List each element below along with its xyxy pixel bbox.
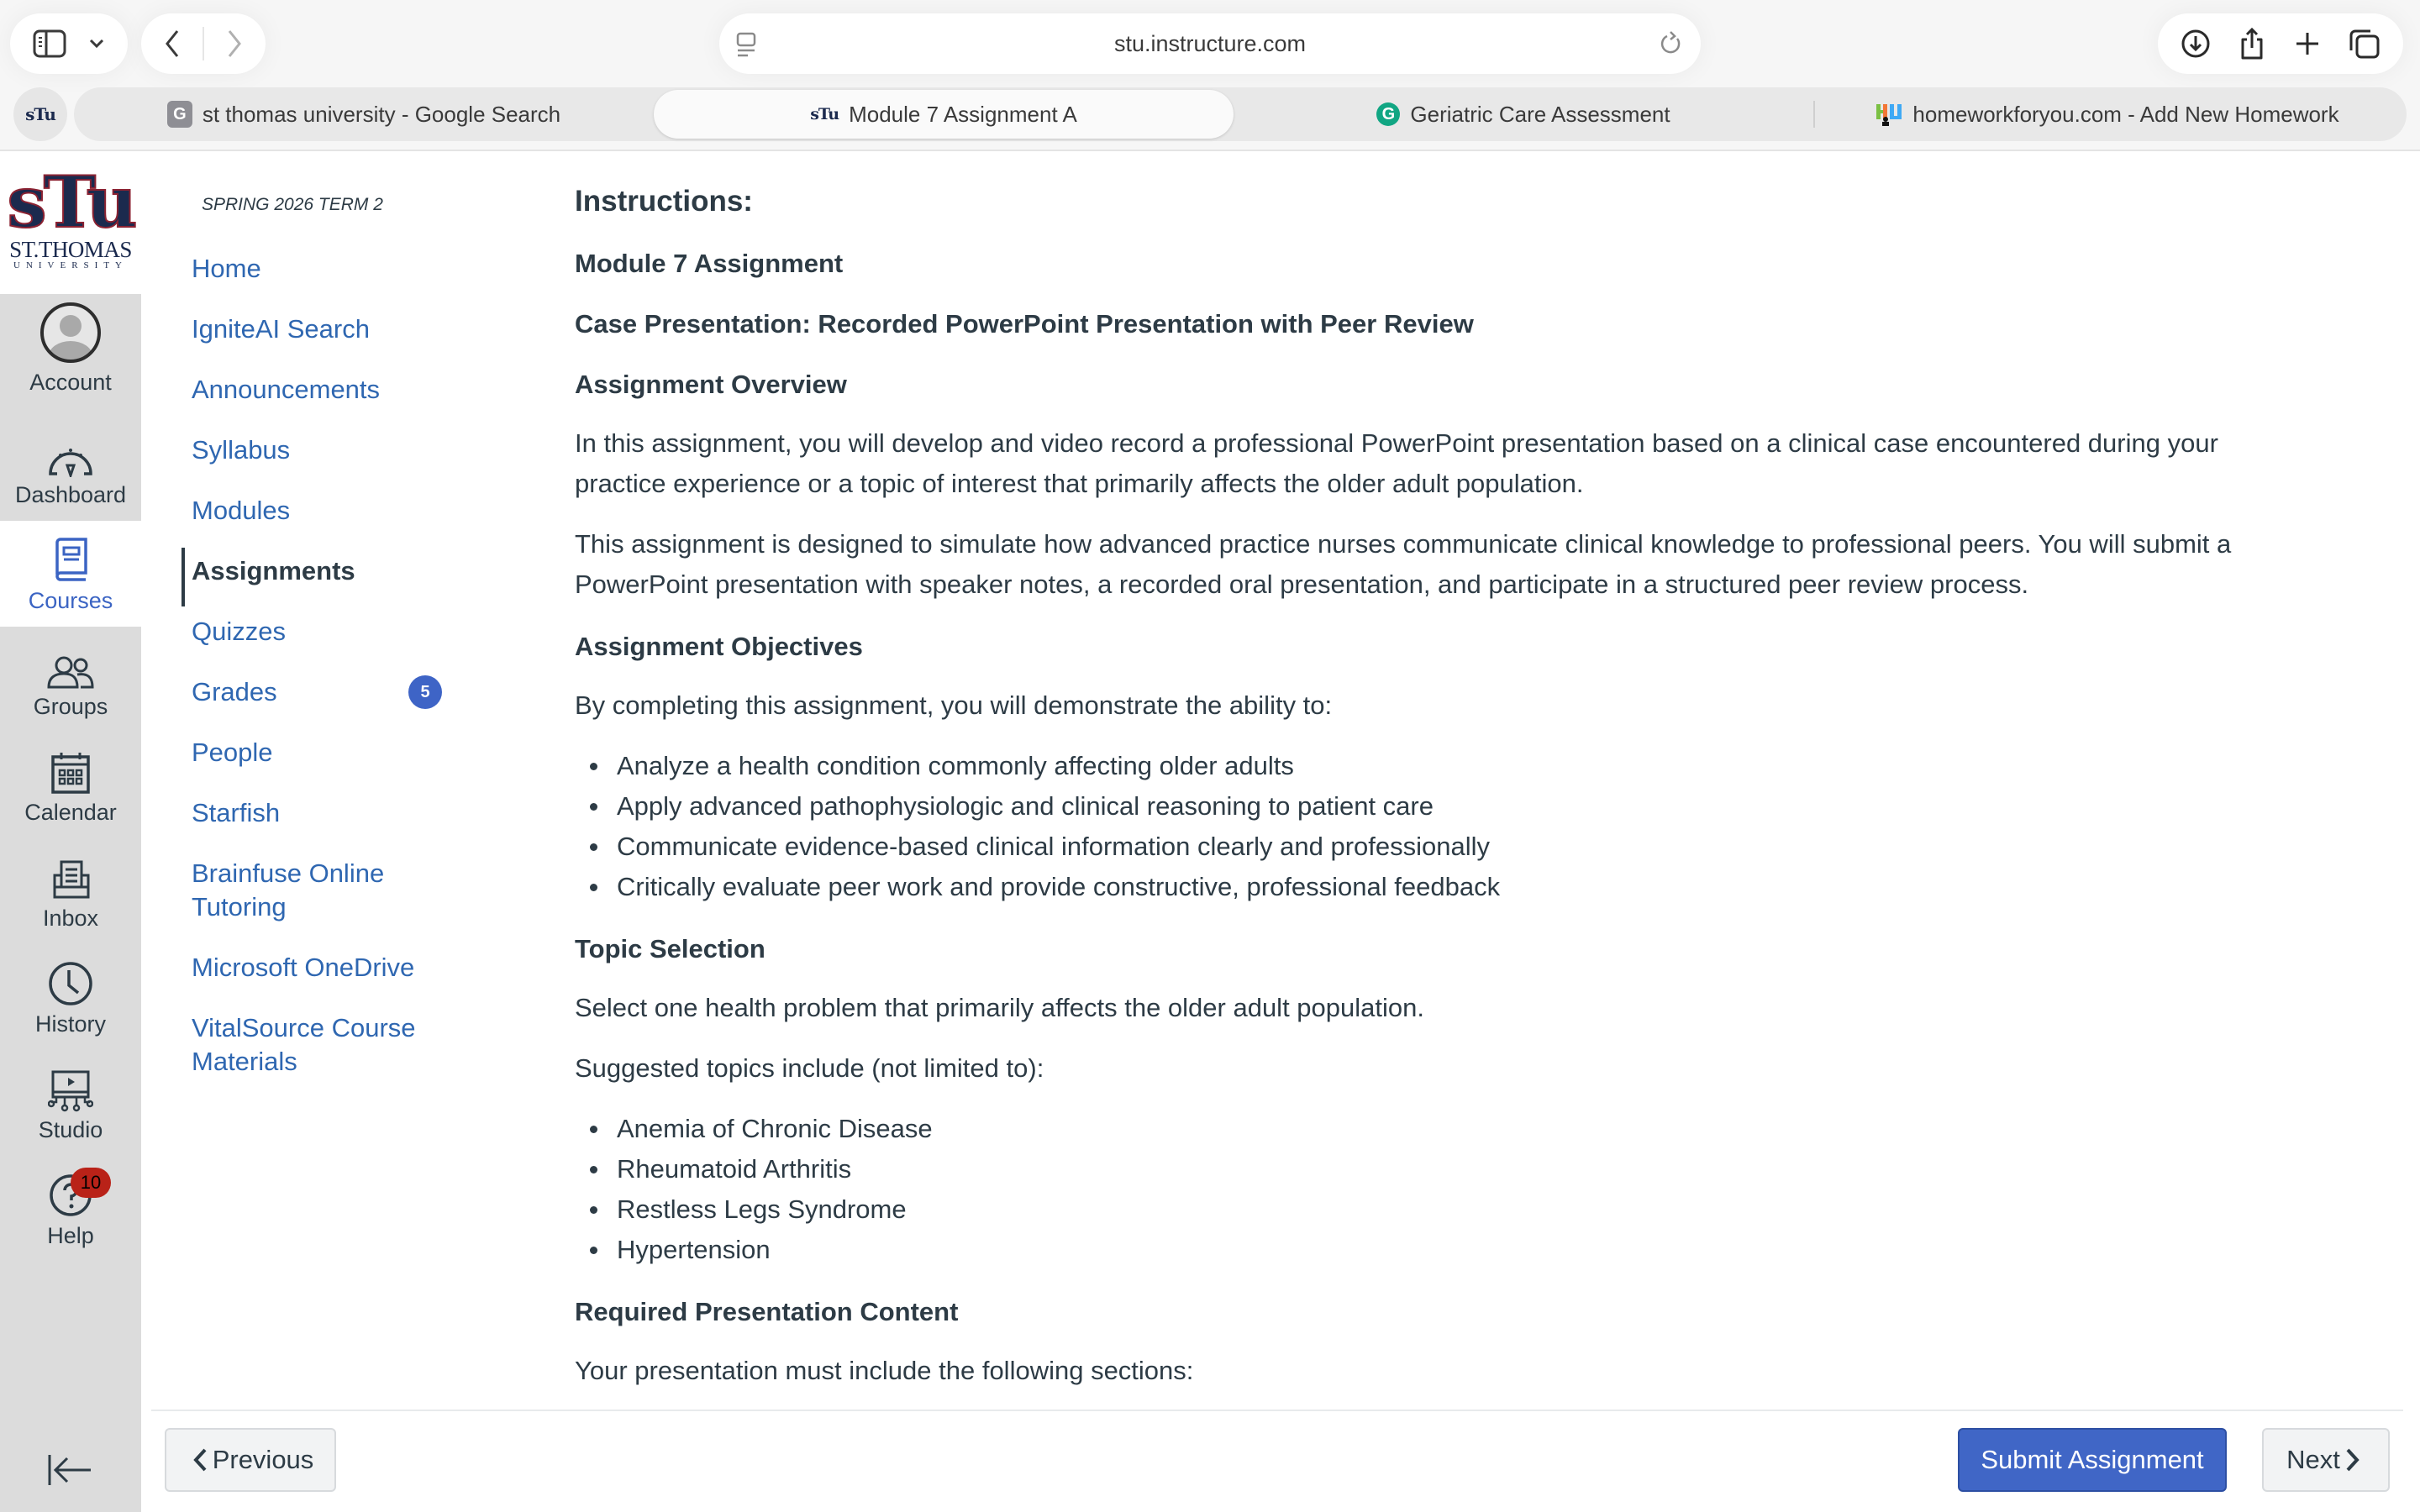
overview-heading: Assignment Overview bbox=[575, 370, 847, 399]
grades-count-badge: 5 bbox=[408, 675, 442, 709]
stu-logo-icon: sTu bbox=[25, 104, 55, 124]
chevron-left-icon bbox=[192, 1447, 208, 1473]
topic-item: Restless Legs Syndrome bbox=[617, 1189, 933, 1230]
url-text: stu.instructure.com bbox=[1113, 30, 1307, 56]
course-nav-onedrive[interactable]: Microsoft OneDrive bbox=[192, 953, 415, 982]
course-nav-announcements[interactable]: Announcements bbox=[192, 375, 381, 404]
global-nav-label: Account bbox=[29, 370, 112, 395]
back-arrow-icon[interactable] bbox=[164, 29, 181, 59]
topic-paragraph-2: Suggested topics include (not limited to): bbox=[575, 1053, 1044, 1083]
tab-label: Geriatric Care Assessment bbox=[1410, 101, 1670, 127]
tab-google-search[interactable] bbox=[74, 87, 654, 141]
topic-item: Anemia of Chronic Disease bbox=[617, 1109, 933, 1149]
global-nav-label: Courses bbox=[28, 588, 113, 613]
stu-logo-icon: sTu bbox=[810, 105, 839, 123]
course-nav-syllabus[interactable]: Syllabus bbox=[192, 435, 291, 465]
toolbar-actions bbox=[2158, 13, 2403, 74]
objective-item: Communicate evidence-based clinical information clearly and professionally bbox=[617, 827, 1500, 867]
course-nav-grades[interactable]: Grades bbox=[192, 677, 277, 706]
assignment-content bbox=[575, 151, 2272, 1411]
overview-paragraph-2: This assignment is designed to simulate how advanced practice nurses communicate clinical knowledge to professional peers. You will submit a PowerPoint presentation with speaker notes, a recorded oral presentation, and participate in a structured peer review process. bbox=[575, 529, 2232, 599]
topic-heading: Topic Selection bbox=[575, 934, 765, 963]
objective-item: Apply advanced pathophysiologic and clinical reasoning to patient care bbox=[617, 786, 1500, 827]
course-navigation bbox=[141, 151, 544, 1411]
tab-bar bbox=[0, 87, 2420, 143]
topic-item: Rheumatoid Arthritis bbox=[617, 1149, 933, 1189]
submit-assignment-button[interactable]: Submit Assignment bbox=[1958, 1428, 2227, 1492]
reload-icon[interactable] bbox=[1659, 30, 1682, 57]
studio-icon bbox=[48, 1050, 93, 1112]
tab-label: homeworkforyou.com - Add New Homework bbox=[1912, 101, 2339, 127]
tab-overview-icon[interactable] bbox=[2349, 28, 2381, 60]
global-nav-calendar[interactable] bbox=[0, 732, 141, 838]
required-content-heading: Required Presentation Content bbox=[575, 1297, 959, 1326]
term-label: SPRING 2026 TERM 2 bbox=[202, 195, 383, 214]
global-nav-label: Inbox bbox=[42, 906, 99, 931]
topic-item: Hypertension bbox=[617, 1230, 933, 1270]
hfy-logo-icon bbox=[1876, 101, 1902, 128]
next-button[interactable] bbox=[2262, 1428, 2390, 1492]
previous-label: Previous bbox=[212, 1445, 314, 1474]
course-nav-modules[interactable]: Modules bbox=[192, 496, 291, 525]
inbox-icon bbox=[50, 838, 92, 900]
course-nav-vitalsource[interactable]: VitalSource Course Materials bbox=[192, 1013, 416, 1076]
global-nav-groups[interactable] bbox=[0, 627, 141, 732]
global-nav-account[interactable] bbox=[0, 294, 141, 413]
tab-geriatric-care[interactable] bbox=[1234, 87, 1813, 141]
previous-button[interactable] bbox=[165, 1428, 336, 1492]
tab-label: Module 7 Assignment A bbox=[849, 101, 1077, 127]
logo-name: ST.THOMAS bbox=[9, 237, 132, 262]
objective-item: Critically evaluate peer work and provide constructive, professional feedback bbox=[617, 867, 1500, 907]
objectives-list bbox=[617, 746, 1500, 907]
share-icon[interactable] bbox=[2238, 27, 2265, 60]
module-title: Module 7 Assignment bbox=[575, 249, 844, 278]
chevron-right-icon bbox=[2345, 1447, 2360, 1473]
global-nav-label: Calendar bbox=[24, 800, 117, 825]
global-nav-label: Help bbox=[47, 1223, 94, 1248]
history-nav-group bbox=[141, 13, 266, 74]
pinned-tab[interactable] bbox=[13, 87, 67, 141]
grammarly-icon: G bbox=[1376, 102, 1400, 126]
next-label: Next bbox=[2286, 1445, 2340, 1474]
sidebar-toggle-icon[interactable] bbox=[33, 29, 66, 58]
history-clock-icon bbox=[48, 944, 93, 1006]
collapse-nav-button[interactable] bbox=[47, 1453, 92, 1491]
calendar-icon bbox=[50, 732, 91, 795]
forward-arrow-icon[interactable] bbox=[226, 29, 243, 59]
account-avatar-icon bbox=[39, 302, 103, 365]
university-logo[interactable] bbox=[0, 151, 141, 294]
global-nav-courses[interactable] bbox=[0, 521, 141, 627]
topic-paragraph-1: Select one health problem that primarily affects the older adult population. bbox=[575, 993, 1424, 1022]
global-nav-dashboard[interactable] bbox=[0, 413, 141, 521]
global-nav-help[interactable] bbox=[0, 1156, 141, 1262]
overview-paragraph-1: In this assignment, you will develop and video record a professional PowerPoint presentation based on a clinical case encountered during your practice experience or a topic of interest that primarily affects the older adult population. bbox=[575, 428, 2218, 498]
course-nav-assignments[interactable]: Assignments bbox=[192, 554, 355, 588]
logo-subtitle: UNIVERSITY bbox=[13, 260, 128, 270]
global-nav-inbox[interactable] bbox=[0, 838, 141, 944]
address-bar[interactable] bbox=[719, 13, 1701, 74]
logo-mark: sTu bbox=[7, 160, 134, 244]
course-nav-home[interactable]: Home bbox=[192, 254, 261, 283]
groups-icon bbox=[47, 627, 94, 689]
chevron-down-icon[interactable] bbox=[88, 38, 105, 50]
course-nav-starfish[interactable]: Starfish bbox=[192, 798, 281, 827]
global-nav-label: Dashboard bbox=[14, 482, 127, 507]
divider bbox=[203, 27, 204, 60]
global-navigation bbox=[0, 151, 141, 1512]
collapse-arrow-icon bbox=[47, 1476, 92, 1490]
google-g-icon: G bbox=[167, 101, 192, 128]
dashboard-gauge-icon bbox=[47, 415, 94, 477]
new-tab-plus-icon[interactable] bbox=[2294, 30, 2321, 57]
course-nav-people[interactable]: People bbox=[192, 738, 273, 767]
tab-label: st thomas university - Google Search bbox=[202, 101, 561, 127]
browser-chrome bbox=[0, 0, 2420, 151]
objectives-intro: By completing this assignment, you will demonstrate the ability to: bbox=[575, 690, 1333, 720]
tab-homeworkforyou[interactable] bbox=[1813, 87, 2402, 141]
objective-item: Analyze a health condition commonly affecting older adults bbox=[617, 746, 1500, 786]
help-notification-badge: 10 bbox=[71, 1168, 111, 1198]
module-sequence-footer bbox=[151, 1410, 2403, 1512]
global-nav-history[interactable] bbox=[0, 944, 141, 1050]
download-icon[interactable] bbox=[2181, 29, 2211, 59]
topics-list bbox=[617, 1109, 933, 1270]
global-nav-studio[interactable] bbox=[0, 1050, 141, 1156]
instructions-heading: Instructions: bbox=[575, 185, 753, 218]
sidebar-toggle-group bbox=[10, 13, 128, 74]
global-nav-label: Studio bbox=[38, 1117, 103, 1142]
tab-module-7-assignment[interactable] bbox=[654, 90, 1234, 139]
course-nav-brainfuse[interactable]: Brainfuse Online Tutoring bbox=[192, 858, 385, 921]
courses-book-icon bbox=[52, 521, 89, 583]
tabs-strip bbox=[74, 87, 2407, 141]
global-nav-label: Groups bbox=[33, 694, 108, 719]
required-content-intro: Your presentation must include the following sections: bbox=[575, 1356, 1194, 1385]
objectives-heading: Assignment Objectives bbox=[575, 632, 863, 661]
course-nav-ignite-ai-search[interactable]: IgniteAI Search bbox=[192, 314, 370, 344]
course-nav-quizzes[interactable]: Quizzes bbox=[192, 617, 286, 646]
global-nav-label: History bbox=[34, 1011, 106, 1037]
case-title: Case Presentation: Recorded PowerPoint Presentation with Peer Review bbox=[575, 309, 1474, 339]
